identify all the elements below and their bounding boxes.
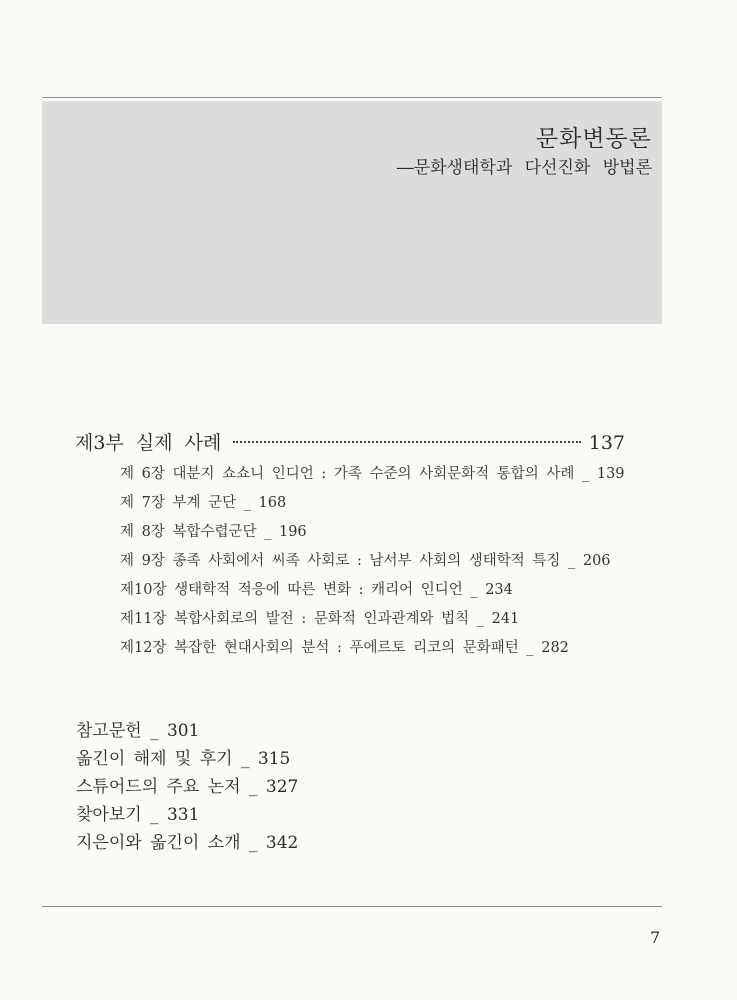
toc-chapter-entry[interactable]: 제 9장 종족 사회에서 씨족 사회로 : 남서부 사회의 생태학적 특징 _ 206 <box>120 553 611 569</box>
part-title: 제3부 실제 사례 <box>75 432 222 454</box>
toc-backmatter-entry[interactable]: 지은이와 옮긴이 소개 _ 342 <box>76 833 299 853</box>
toc-part-entry[interactable] <box>75 428 625 456</box>
toc-backmatter-entry[interactable]: 찾아보기 _ 331 <box>76 805 200 825</box>
backmatter-list <box>76 717 298 857</box>
toc-chapter-entry[interactable]: 제10장 생태학적 적응에 따른 변화 : 캐리어 인디언 _ 234 <box>120 582 513 598</box>
top-rule <box>42 97 662 98</box>
page-number: 7 <box>650 928 661 947</box>
toc-chapter-entry[interactable]: 제12장 복잡한 현대사회의 분석 : 푸에르토 리코의 문화패턴 _ 282 <box>120 640 569 656</box>
toc-backmatter-entry[interactable]: 스튜어드의 주요 논저 _ 327 <box>76 777 299 797</box>
part-page-number: 137 <box>588 432 625 454</box>
dot-leader <box>233 441 580 443</box>
title-banner <box>42 101 662 324</box>
toc-backmatter-entry[interactable]: 옮긴이 해제 및 후기 _ 315 <box>76 749 291 769</box>
book-subtitle: ―문화생태학과 다선진화 방법론 <box>396 158 652 178</box>
chapter-list <box>120 460 625 663</box>
toc-chapter-entry[interactable]: 제 8장 복합수렵군단 _ 196 <box>120 524 307 540</box>
toc-backmatter-entry[interactable]: 참고문헌 _ 301 <box>76 721 200 741</box>
bottom-rule <box>42 906 662 907</box>
toc-chapter-entry[interactable]: 제 6장 대분지 쇼쇼니 인디언 : 가족 수준의 사회문화적 통합의 사례 _ 139 <box>120 466 625 482</box>
book-title: 문화변동론 <box>535 126 652 152</box>
toc-chapter-entry[interactable]: 제11장 복합사회로의 발전 : 문화적 인과관계와 법칙 _ 241 <box>120 611 520 627</box>
toc-chapter-entry[interactable]: 제 7장 부계 군단 _ 168 <box>120 495 287 511</box>
